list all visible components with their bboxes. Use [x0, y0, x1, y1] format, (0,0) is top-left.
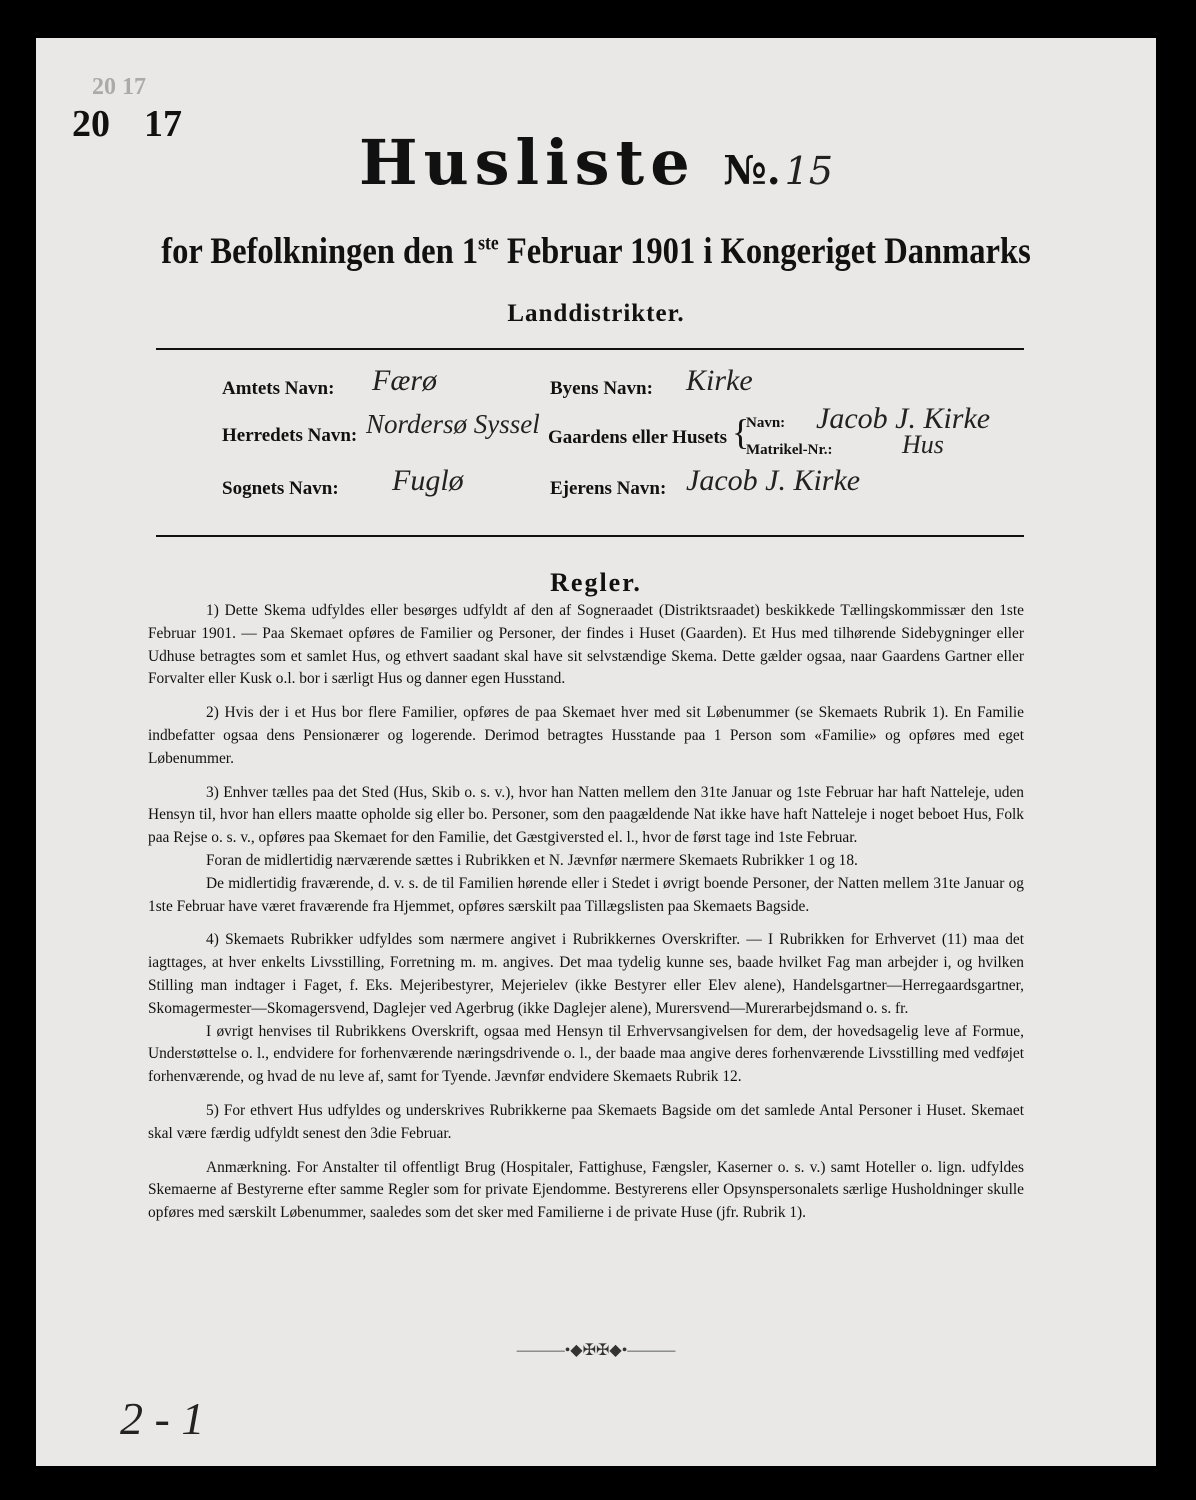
rule-4b: I øvrigt henvises til Rubrikkens Overskrift, ogsaa med Hensyn til Erhvervsangivelsen for dem, der hovedsagelig leve af Formue, Understøttelse o. l., endvidere for forhenværende næringsdrivende o. l., der baade maa angive deres forhenværende Livsstilling med vedføjet forhenværende, og hvad de nu leve af, samt for Tyende. Jævnfør endvidere Skemaets Rubrik 12. [148, 1022, 1024, 1086]
sogn-label: Sognets Navn: [222, 478, 339, 499]
rule-1: 1) Dette Skema udfyldes eller besørges udfyldt af den af Sogneraadet (Distriktsraadet) beskikkede Tællingskommissær den 1ste Februar 1901. — Paa Skemaet opføres de Familier og Personer, der findes i Huset (Gaarden). Et Hus med tilhørende Sidebygninger eller Udhuse betragtes som et samlet Hus, og ethvert saadant skal have sit selvstændige Skema. Dette gælder ogsaa, naar Gaardens Gartner eller Forvalter eller Kusk o.l. bor i særligt Hus og danner egen Husstand. [148, 602, 1024, 688]
note: Anmærkning. For Anstalter til offentligt Brug (Hospitaler, Fattighuse, Fængsler, Kaserner o. s. v.) samt Hoteller o. lign. udfyldes Skemaerne af Bestyrerne efter samme Regler som for private Ejendomme. Bestyrerens eller Opsynspersonalets særlige Husholdninger skulle opføres med særskilt Løbenummer, saaledes som det sker med Familierne i de private Huse (jfr. Rubrik 1). [148, 1158, 1024, 1222]
subtitle-text: for Befolkningen den 1 [161, 231, 479, 272]
matrikel-value: Hus [902, 430, 944, 459]
top-divider [156, 348, 1024, 350]
navn-label: Navn: [746, 415, 786, 431]
page-subtitle [103, 230, 1089, 273]
amt-label: Amtets Navn: [222, 378, 335, 399]
archive-stamp-faint: 20 17 [92, 74, 146, 100]
handwritten-note: 2 - 1 [120, 1393, 205, 1444]
rule-5: 5) For ethvert Hus udfyldes og underskrives Rubrikkerne paa Skemaets Bagside om det samlede Antal Personer i Huset. Skemaet skal være færdig udfyldt senest den 3die Februar. [148, 1101, 1024, 1142]
rule-2: 2) Hvis der i et Hus bor flere Familier, opføres de paa Skemaet hver med sit Løbenummer (se Skemaets Rubrik 1). En Familie indbefatter ogsaa dens Pensionærer og logerende. Derimod betragtes Husstande paa 1 Person som «Familie» og opføres med eget Løbenummer. [148, 704, 1024, 767]
ornament-divider: ———•◆✠✠◆•——— [516, 1342, 676, 1359]
by-value: Kirke [686, 364, 753, 397]
subtitle-superscript: ste [478, 232, 499, 255]
district-type: Landdistrikter. [507, 300, 685, 327]
gaard-label: Gaardens eller Husets [548, 427, 728, 448]
number-prefix: №. [723, 147, 781, 194]
herred-value: Nordersø Syssel [366, 409, 540, 439]
page-title [36, 126, 1156, 199]
ejer-label: Ejerens Navn: [550, 478, 667, 499]
rules-body [148, 600, 1024, 1236]
amt-value: Færø [372, 364, 438, 397]
sogn-value: Fuglø [392, 464, 464, 497]
navn-value: Jacob J. Kirke [816, 402, 991, 435]
archive-stamp-left: 20 [72, 103, 110, 145]
rules-heading: Regler. [550, 568, 642, 597]
rule-3b: Foran de midlertidig nærværende sættes i Rubrikken et N. Jævnfør nærmere Skemaets Rubrikker 1 og 18. [206, 851, 858, 869]
census-form-page [36, 38, 1156, 1466]
archive-stamp-right: 17 [144, 103, 182, 145]
herred-label: Herredets Navn: [222, 425, 358, 446]
list-number: 15 [784, 149, 834, 193]
bottom-divider [156, 535, 1024, 537]
matrikel-label: Matrikel-Nr.: [746, 442, 833, 458]
bracket-mark: { [732, 412, 750, 452]
ejer-value: Jacob J. Kirke [686, 464, 861, 497]
rule-3c: De midlertidig fraværende, d. v. s. de til Familien hørende eller i Stedet i øvrigt boende Personer, der Natten mellem 31te Januar og 1ste Februar have været fraværende fra Hjemmet, opføres særskilt paa Tillægslisten paa Skemaets Bagside. [148, 874, 1024, 915]
subtitle-text-end: Februar 1901 i Kongeriget Danmarks [498, 231, 1031, 272]
rule-4a: 4) Skemaets Rubrikker udfyldes som nærmere angivet i Rubrikkernes Overskrifter. — I Rubrikken for Erhvervet (11) maa det iagttages, at hver enkelts Livsstilling, Forretning m. m. angives. Det maa tydelig kunne ses, baade hvilket Fag man arbejder i, og hvilken Stilling man indtager i Faget, f. Eks. Mejeribestyrer, Mejerielev (ikke Bestyrer eller Elev alene), Handelsgartner—Herregaardsgartner, Skomagermester—Skomagersvend, Daglejer ved Agerbrug (ikke Daglejer alene), Murersvend—Murerarbejdsmand o. s. fr. [148, 931, 1024, 1017]
title-text: Husliste [358, 126, 696, 199]
rule-3a: 3) Enhver tælles paa det Sted (Hus, Skib o. s. v.), hvor han Natten mellem den 31te Januar og 1ste Februar har haft Natteleje, uden Hensyn til, hvor han ellers maatte opholde sig eller bo. Personer, som den paagældende Nat ikke have haft Natteleje i noget beboet Hus, Folk paa Rejse o. s. v., opføres paa Skemaet for den Familie, det Gæstgiversted el. l., hvor de først tage ind 1ste Februar. [148, 783, 1024, 847]
by-label: Byens Navn: [550, 378, 653, 399]
